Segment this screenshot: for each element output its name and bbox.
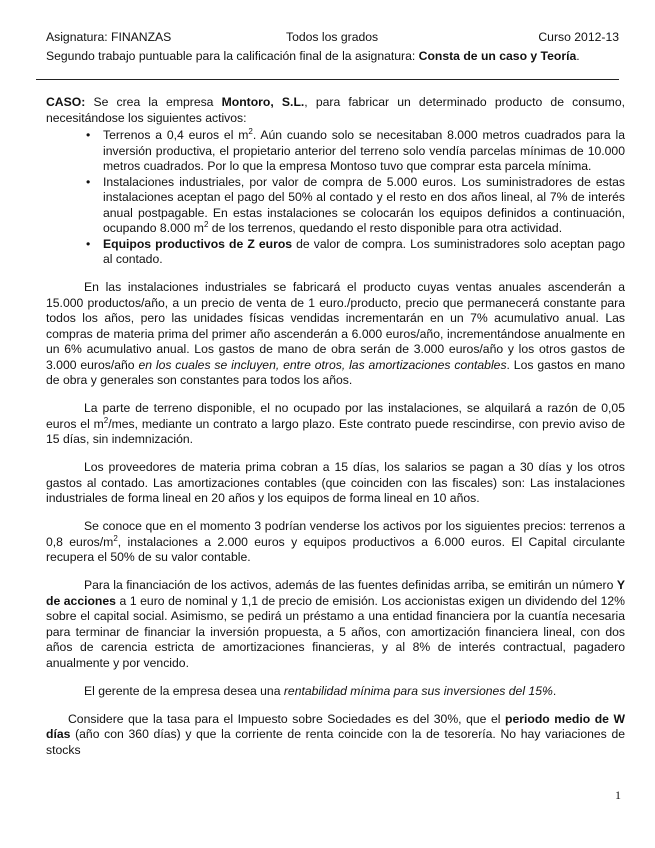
p5-b: a 1 euro de nominal y 1,1 de precio de emisión. Los accionistas exigen un dividendo del 12% sobre el capital social. Asimismo, se pedirá un préstamo a una entidad financiera por la cuantía necesaria para terminar de financiar la inversión propuesta, a 5 años, con amortización financiera lineal, con dos años de carencia estricta de amortizaciones financieras, y al 8% de interés contractual, pagadero anualmente y por vencido. xyxy=(46,593,626,670)
caso-intro xyxy=(46,95,625,126)
paragraph-financing xyxy=(46,578,625,671)
caso-label: CASO: xyxy=(46,95,86,109)
p6-a: El gerente de la empresa desea una xyxy=(84,683,284,698)
caso-intro-a: Se crea la empresa xyxy=(85,95,222,109)
p1-italic: en los cuales se incluyen, entre otros, las amortizaciones contables xyxy=(138,357,507,372)
grades-label: Todos los grados xyxy=(286,30,379,44)
document-body xyxy=(46,95,625,758)
page-header xyxy=(46,30,619,45)
p1-b: . Los gastos en mano de obra y generales son constantes para todos los años. xyxy=(46,357,625,387)
p7-bold: periodo medio de W días xyxy=(46,711,625,741)
b3-rest: de valor de compra. Los suministradores solo aceptan pago al contado. xyxy=(103,236,625,266)
p7-a: Considere que la tasa para el Impuesto sobre Sociedades es del 30%, que el xyxy=(68,711,506,726)
course-label: Curso 2012-13 xyxy=(538,30,619,44)
header-subtitle xyxy=(46,49,619,64)
p2-b: /mes, mediante un contrato a largo plazo. Este contrato puede rescindirse, con previo aviso de 15 días, sin indemnización. xyxy=(46,416,626,446)
b1-sup: 2 xyxy=(248,127,253,136)
p4-a: Se conoce que en el momento 3 podrían venderse los activos por los siguientes precios: terrenos a 0,8 euros/m xyxy=(46,519,625,549)
p6-b: . xyxy=(552,683,557,698)
page-number: 1 xyxy=(615,788,621,802)
p2-a: La parte de terreno disponible, el no ocupado por las instalaciones, se alquilará a razón de 0,05 euros el m xyxy=(46,401,625,431)
paragraph-tax xyxy=(46,712,625,759)
paragraph-profitability xyxy=(46,684,625,700)
b1-b: . Aún cuando solo se necesitaban 8.000 metros cuadrados para la inversión productiva, el propietario anterior del terreno solo vendía parcelas mínimas de 10.000 metros cuadrados. Por lo que la empresa Montoso tuvo que comprar esta parcela mínima. xyxy=(103,128,625,173)
b2-b: de los terrenos, quedando el resto disponible para otra actividad. xyxy=(208,221,563,235)
list-item xyxy=(103,237,625,268)
subtitle-prefix: Segundo trabajo puntuable para la calificación final de la asignatura: xyxy=(46,49,419,63)
list-item xyxy=(103,175,625,237)
p7-b: (año con 360 días) y que la corriente de renta coincide con la de tesorería. No hay variaciones de stocks xyxy=(46,727,625,757)
subtitle-bold: Consta de un caso y Teoría xyxy=(418,49,577,63)
paragraph-sale-prices xyxy=(46,519,625,566)
subject-label: Asignatura: FINANZAS xyxy=(46,30,172,44)
caso-intro-b: , para fabricar un determinado producto de consumo, necesitándose los siguientes activos: xyxy=(46,95,625,125)
b3-bold: Equipos productivos de Z euros xyxy=(103,236,293,251)
header-divider xyxy=(36,79,619,80)
list-item xyxy=(103,128,625,175)
p4-sup: 2 xyxy=(113,533,118,543)
paragraph-rent xyxy=(46,401,625,448)
p1-a: En las instalaciones industriales se fabricará el producto cuyas ventas anuales ascenderán a 15.000 productos/año, a un precio de venta de 1 euro./producto, precio que permanecerá constante para todos los años, pero las unidades físicas vendidas incrementarán en un 7% acumulativo anual. Las compras de materia prima del primer año ascenderán a 6.000 euros/año, incrementándose anualmente en un 6% acumulativo anual. Los gastos de mano de obra serán de 3.000 euros/año y los otros gastos de 3.000 euros/año xyxy=(46,280,625,372)
company-name: Montoro, S.L. xyxy=(221,95,305,109)
paragraph-payments: Los proveedores de materia prima cobran a 15 días, los salarios se pagan a 30 días y los otros gastos al contado. Las amortizaciones contables (que coinciden con las fiscales) son: Las instalaciones industriales de forma lineal en 20 años y los equipos de forma lineal en 10 años. xyxy=(46,460,625,505)
p2-sup: 2 xyxy=(103,415,109,425)
b2-a: Instalaciones industriales, por valor de compra de 5.000 euros. Los suministradores de estas instalaciones aceptan el pago del 50% al contado y el resto en dos años lineal, al 7% de interés anual postpagable. En estas instalaciones se colocarán los equipos definidos a continuación, ocupando 8.000 m xyxy=(103,174,625,235)
subtitle-end: . xyxy=(576,49,580,63)
p5-bold: Y de acciones xyxy=(46,578,625,608)
p6-italic: rentabilidad mínima para sus inversiones del 15% xyxy=(283,683,553,698)
p4-b: , instalaciones a 2.000 euros y equipos productivos a 6.000 euros. El Capital circulante recupera el 50% de su valor contable. xyxy=(46,534,625,564)
p5-a: Para la financiación de los activos, además de las fuentes definidas arriba, se emitirán un número xyxy=(84,578,617,592)
b1-a: Terrenos a 0,4 euros el m xyxy=(103,128,249,142)
paragraph-sales xyxy=(46,280,625,389)
b2-sup: 2 xyxy=(203,220,209,229)
assets-list xyxy=(46,128,625,268)
